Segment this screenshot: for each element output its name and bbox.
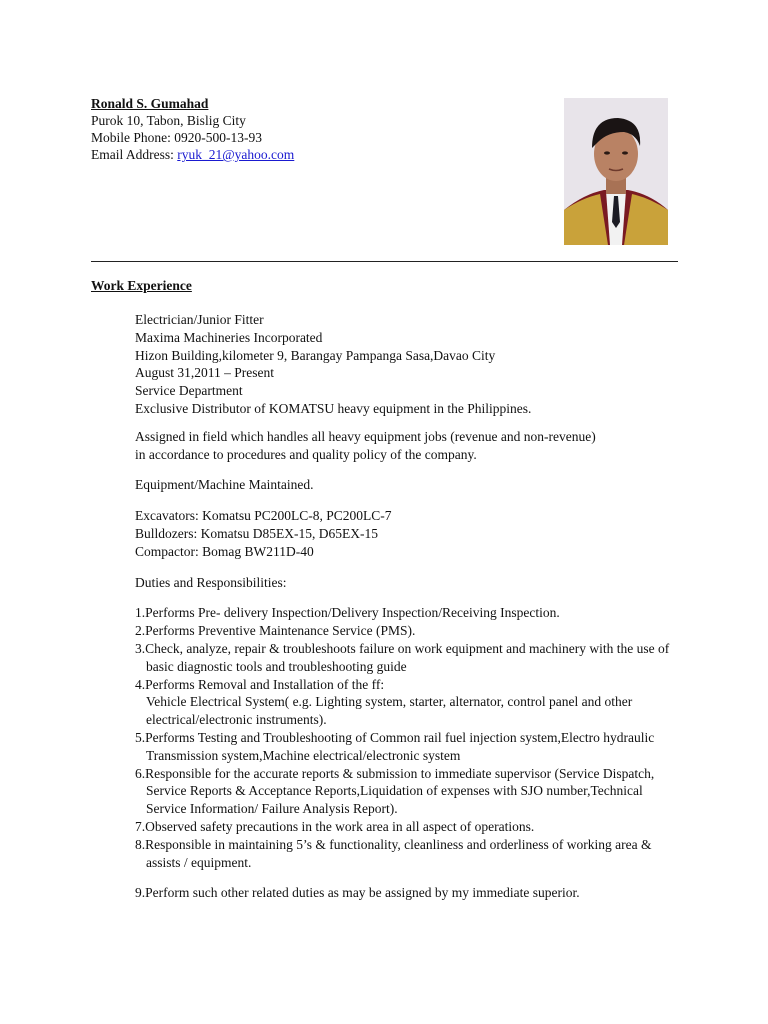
duty-item: 5.Performs Testing and Troubleshooting of Common rail fuel injection system,Electro hydraulic Transmission system,Machine electrical/electronic system bbox=[135, 729, 655, 763]
duty-subitem: Vehicle Electrical System( e.g. Lighting system, starter, alternator, control panel and other electrical/electronic instruments). bbox=[146, 694, 633, 728]
department: Service Department bbox=[135, 383, 243, 399]
equipment-item bbox=[135, 543, 680, 561]
duty-item: 3.Check, analyze, repair & troubleshoots failure on work equipment and machinery with the use of basic diagnostic tools and troubleshooting guide bbox=[135, 640, 670, 674]
spacer bbox=[135, 591, 680, 604]
job-position: Electrician/Junior Fitter bbox=[135, 312, 264, 327]
spacer bbox=[135, 418, 680, 428]
email-line bbox=[91, 146, 294, 163]
equipment-heading: Equipment/Machine Maintained. bbox=[135, 477, 314, 493]
mobile-number: 0920-500-13-93 bbox=[174, 130, 262, 145]
equipment-value: Bomag BW211D-40 bbox=[198, 543, 314, 559]
header-divider bbox=[91, 261, 678, 262]
equipment-item bbox=[135, 525, 680, 543]
equipment-label: Compactor: bbox=[135, 543, 199, 559]
duty-item: 9.Perform such other related duties as may be assigned by my immediate superior. bbox=[135, 885, 580, 901]
equipment-value: Komatsu D85EX-15, D65EX-15 bbox=[197, 525, 378, 541]
duty-item: 4.Performs Removal and Installation of the ff: bbox=[135, 676, 385, 692]
employment-dates: August 31,2011 – Present bbox=[135, 365, 274, 381]
portrait-image bbox=[564, 98, 668, 245]
spacer bbox=[135, 463, 680, 476]
duties-list bbox=[135, 604, 680, 902]
duty-item: 2.Performs Preventive Maintenance Service (PMS). bbox=[135, 623, 416, 639]
spacer bbox=[135, 871, 680, 884]
equipment-label: Bulldozers: bbox=[135, 525, 198, 541]
mobile-line bbox=[91, 129, 294, 146]
equipment-list bbox=[135, 507, 680, 560]
assignment-line-2: in accordance to procedures and quality policy of the company. bbox=[135, 446, 477, 462]
email-label: Email Address: bbox=[91, 147, 178, 162]
section-title-work-experience: Work Experience bbox=[91, 278, 192, 293]
applicant-name: Ronald S. Gumahad bbox=[91, 96, 209, 111]
spacer bbox=[135, 561, 680, 574]
mobile-label: Mobile Phone: bbox=[91, 130, 175, 145]
contact-block bbox=[91, 95, 294, 163]
duty-item: 1.Performs Pre- delivery Inspection/Delivery Inspection/Receiving Inspection. bbox=[135, 605, 560, 621]
address: Purok 10, Tabon, Bislig City bbox=[91, 113, 246, 128]
email-link[interactable]: ryuk_21@yahoo.com bbox=[177, 147, 295, 162]
spacer bbox=[135, 494, 680, 507]
equipment-value: Komatsu PC200LC-8, PC200LC-7 bbox=[198, 508, 392, 524]
applicant-photo bbox=[564, 98, 668, 245]
work-experience-body bbox=[135, 311, 680, 902]
duties-heading: Duties and Responsibilities: bbox=[135, 574, 287, 590]
duty-item: 7.Observed safety precautions in the work area in all aspect of operations. bbox=[135, 818, 535, 834]
assignment-line-1: Assigned in field which handles all heavy equipment jobs (revenue and non-revenue) bbox=[135, 428, 596, 444]
company-description: Exclusive Distributor of KOMATSU heavy equipment in the Philippines. bbox=[135, 400, 532, 416]
equipment-label: Excavators: bbox=[135, 508, 199, 524]
company-address: Hizon Building,kilometer 9, Barangay Pampanga Sasa,Davao City bbox=[135, 347, 496, 363]
duty-item: 8.Responsible in maintaining 5’s & functionality, cleanliness and orderliness of working area & assists / equipment. bbox=[135, 836, 652, 870]
company-name: Maxima Machineries Incorporated bbox=[135, 329, 323, 345]
duty-item: 6.Responsible for the accurate reports & submission to immediate supervisor (Service Dispatch, Service Reports & Acceptance Reports,Liquidation of expenses with SJO number,Technical Service Information/ Failure Analysis Report). bbox=[135, 765, 655, 817]
equipment-item bbox=[135, 507, 680, 525]
